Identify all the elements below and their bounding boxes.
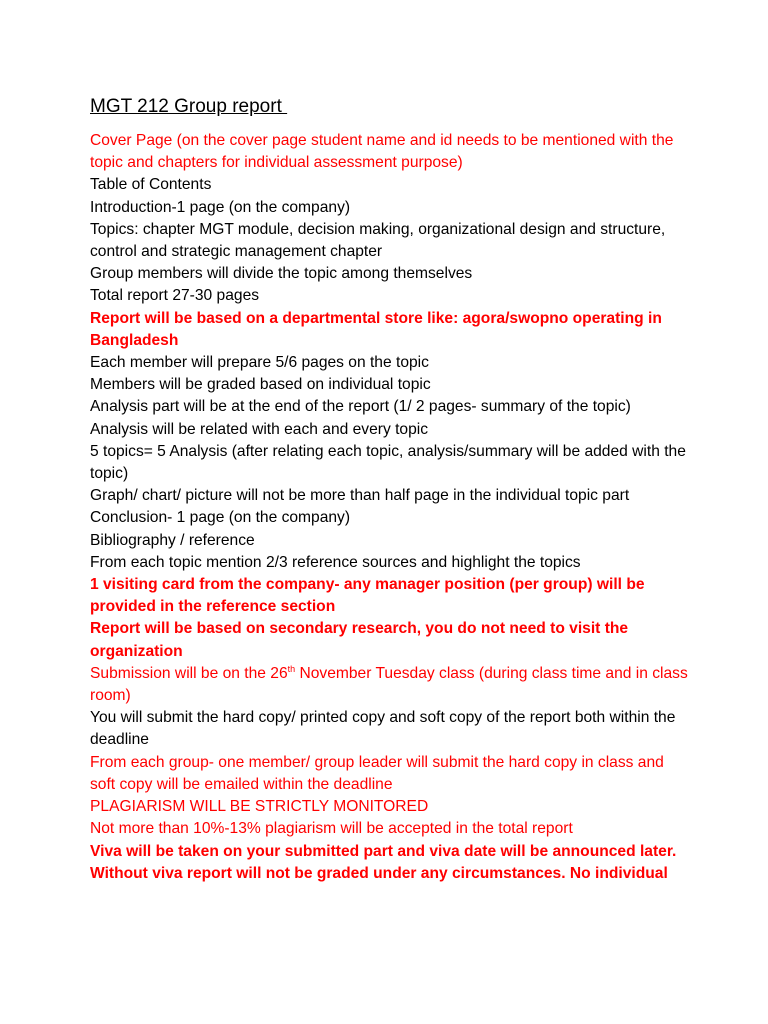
document-line: Each member will prepare 5/6 pages on the topic	[90, 354, 429, 372]
document-line: Report will be based on a departmental store like: agora/swopno operating in Bangladesh	[90, 309, 662, 349]
document-line: Cover Page (on the cover page student name and id needs to be mentioned with the topic and chapters for individual assessment purpose)	[90, 132, 674, 172]
document-line: Analysis will be related with each and every topic	[90, 420, 429, 438]
document-line: Conclusion- 1 page (on the company)	[90, 509, 351, 527]
document-line: Group members will divide the topic among themselves	[90, 265, 473, 283]
document-line: Topics: chapter MGT module, decision making, organizational design and structure, control and strategic management chapter	[90, 220, 666, 261]
document-line: Analysis part will be at the end of the report (1/ 2 pages- summary of the topic)	[90, 398, 631, 416]
document-line: Viva will be taken on your submitted part and viva date will be announced later.	[90, 842, 677, 860]
submission-line	[90, 663, 690, 707]
submission-date-suffix: th	[287, 663, 296, 674]
document-line: Table of Contents	[90, 176, 212, 194]
submission-text-before: Submission will be on the 26	[90, 664, 288, 682]
document-line: From each group- one member/ group leader will submit the hard copy in class and soft copy will be emailed within the deadline	[90, 753, 664, 793]
document-line: Total report 27-30 pages	[90, 287, 260, 305]
document-title: MGT 212 Group report	[90, 96, 288, 117]
document-line: Not more than 10%-13% plagiarism will be accepted in the total report	[90, 820, 573, 838]
document-line: You will submit the hard copy/ printed copy and soft copy of the report both within the deadline	[90, 709, 676, 749]
document-page	[90, 94, 690, 885]
document-line: 1 visiting card from the company- any manager position (per group) will be provided in the reference section	[90, 576, 645, 616]
requirements-list	[90, 130, 690, 663]
document-line: PLAGIARISM WILL BE STRICTLY MONITORED	[90, 798, 429, 816]
document-line: Without viva report will not be graded under any circumstances. No individual	[90, 864, 668, 882]
requirements-list-continued	[90, 707, 690, 885]
document-line: Introduction-1 page (on the company)	[90, 198, 351, 216]
document-line: Members will be graded based on individual topic	[90, 376, 431, 394]
document-line: From each topic mention 2/3 reference sources and highlight the topics	[90, 553, 581, 571]
document-line: Report will be based on secondary research, you do not need to visit the organization	[90, 620, 629, 660]
document-line: Bibliography / reference	[90, 531, 255, 549]
document-line: Graph/ chart/ picture will not be more than half page in the individual topic part	[90, 487, 630, 505]
submission-text-after: November Tuesday class (during class time and in class room)	[90, 664, 688, 705]
document-line: 5 topics= 5 Analysis (after relating each topic, analysis/summary will be added with the topic)	[90, 442, 686, 483]
